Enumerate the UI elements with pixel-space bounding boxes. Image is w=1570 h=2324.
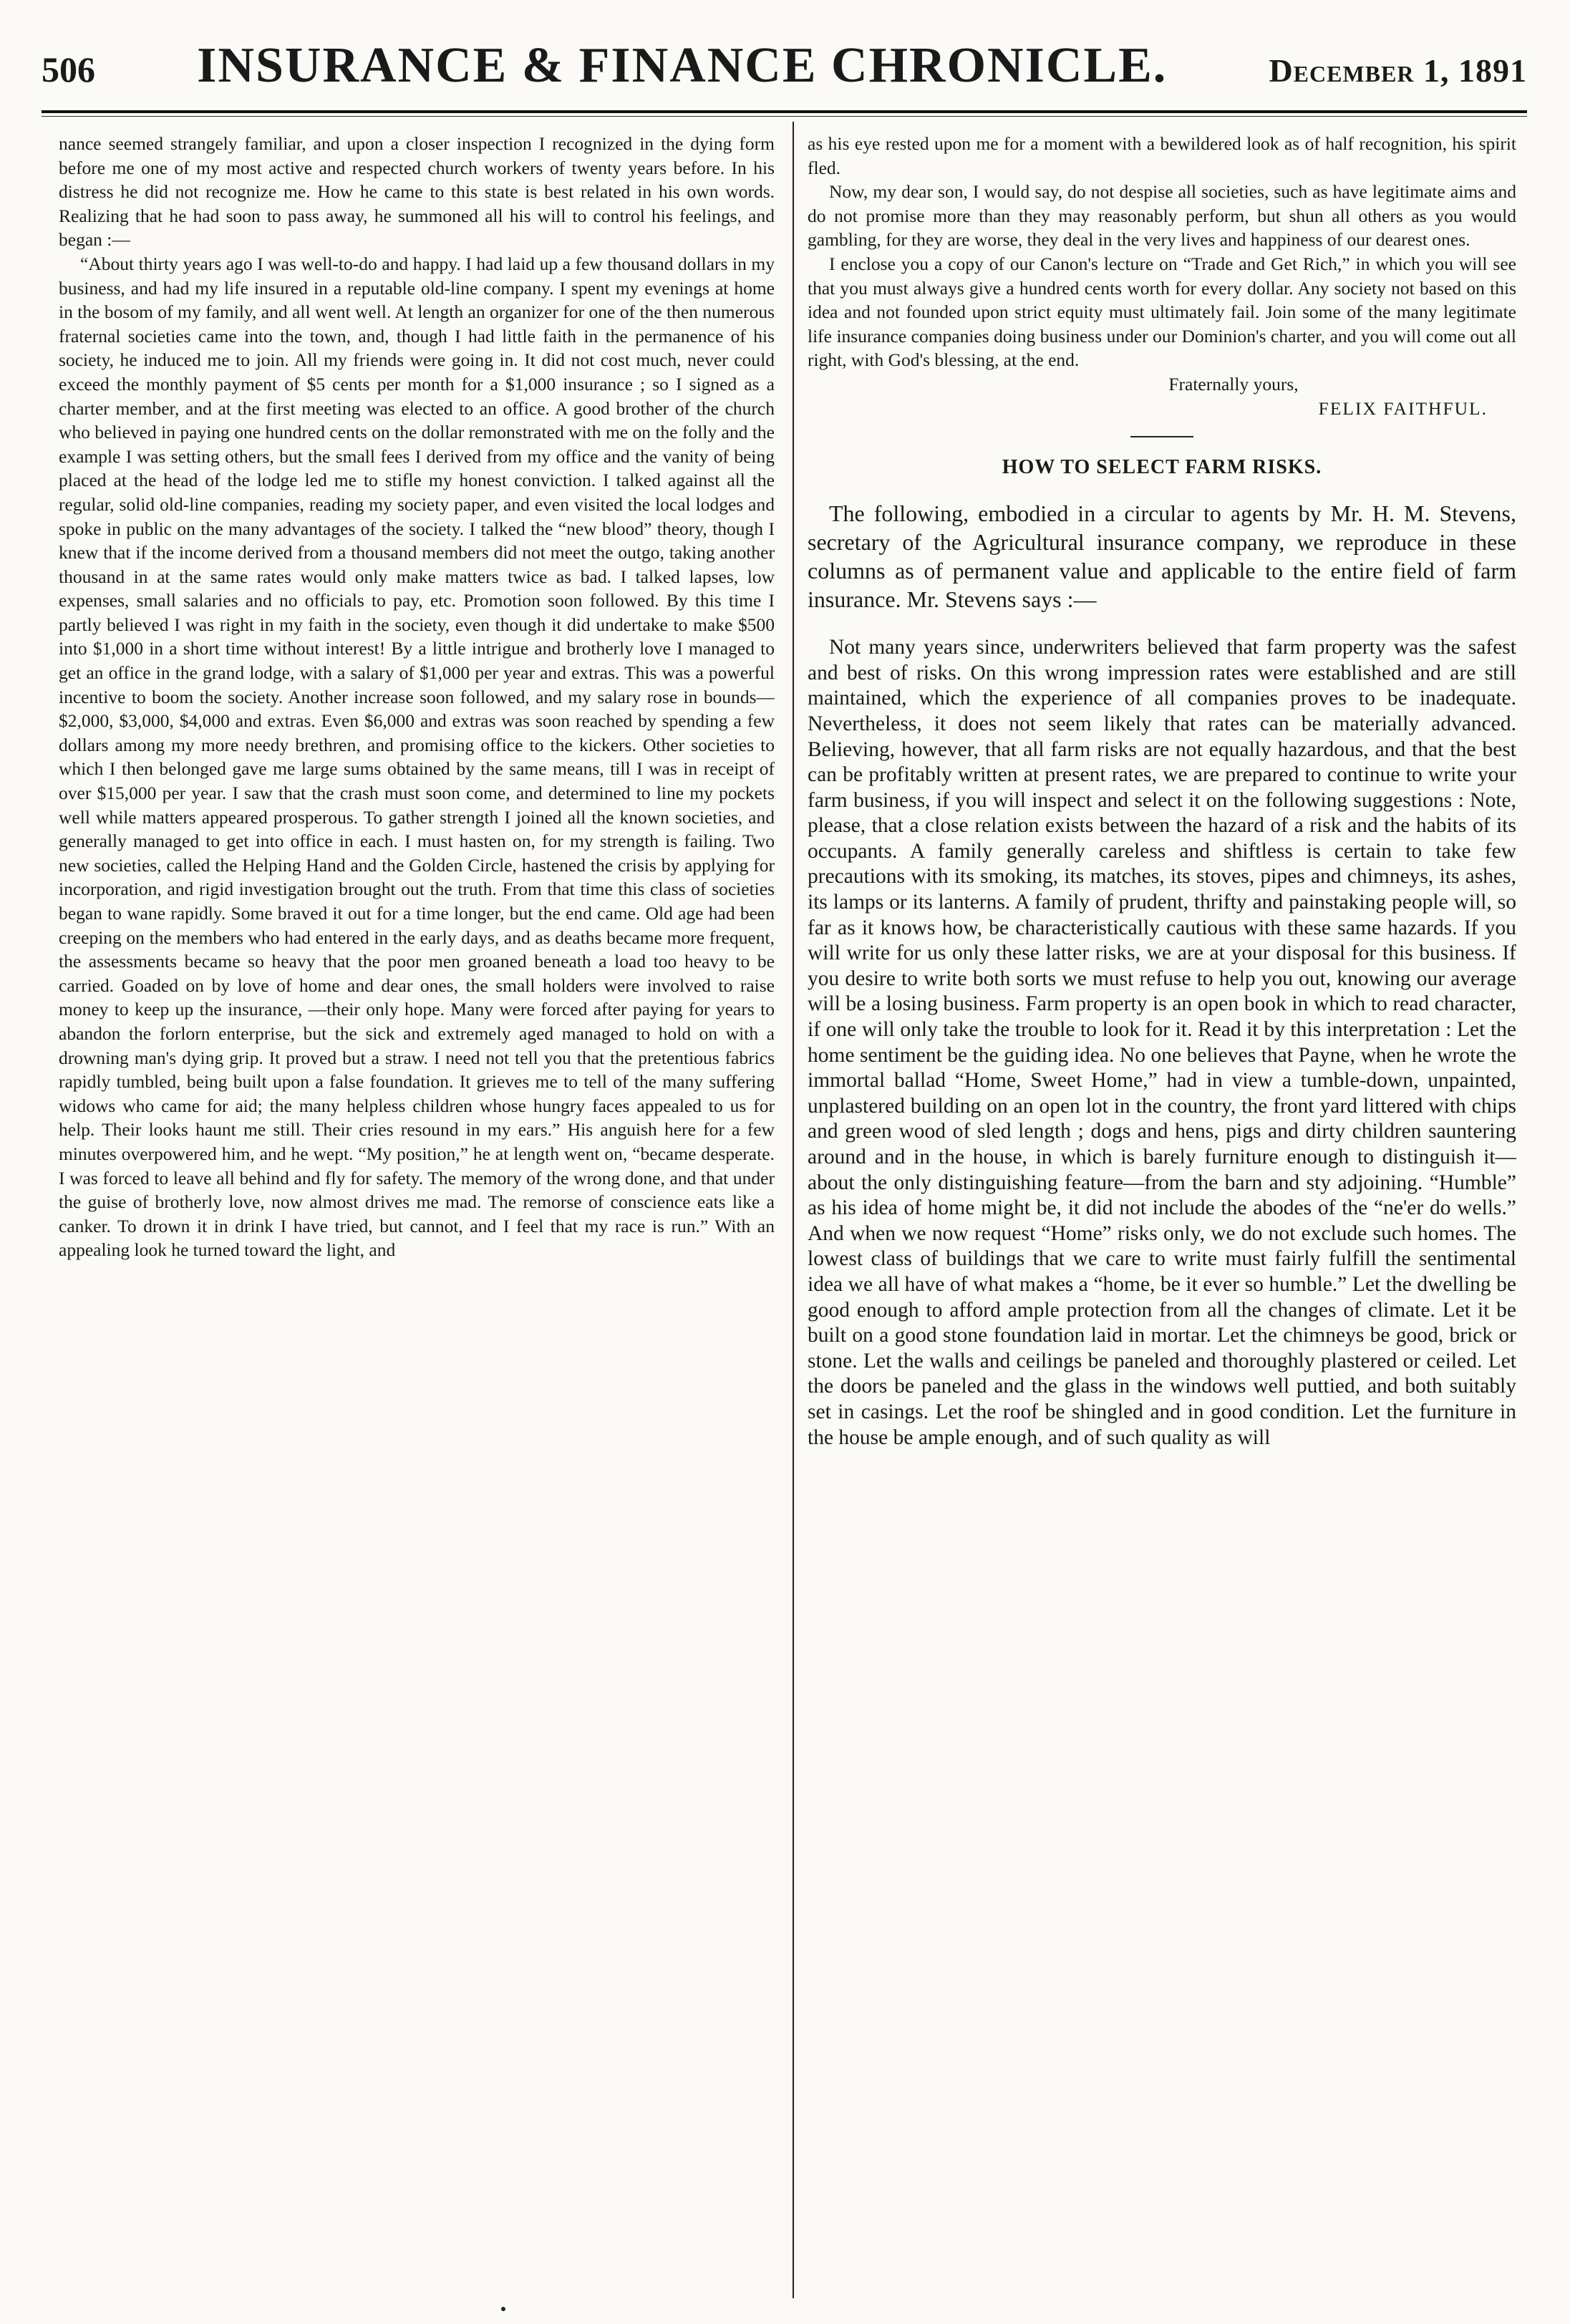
right-column <box>808 132 1516 2308</box>
left-paragraph: nance seemed strangely familiar, and upon a closer inspection I recognized in the dying form before me one of my most active and respected church workers of twenty years before. In his distress he did not recognize me. How he came to this state is best related in his own words. Realizing that he had soon to pass away, he summoned all his will to control his feelings, and began :— <box>59 133 775 251</box>
letter-paragraph: as his eye rested upon me for a moment with a bewildered look as of half recognition, his spirit fled. <box>808 133 1516 178</box>
article-intro: The following, embodied in a circular to agents by Mr. H. M. Stevens, secretary of the Agricultural insurance company, we reproduce in these columns as of permanent value and applicable to the entire field of farm insurance. Mr. Stevens says :— <box>808 500 1516 613</box>
left-paragraph: “About thirty years ago I was well-to-do and happy. I had laid up a few thousand dollars in my business, and had my life insured in a reputable old-line company. I spent my evenings at home in the bosom of my family, and all went well. At length an organizer for one of the then numerous fraternal societies came into the town, and, though I had little faith in the permanence of his society, he induced me to join. All my friends were going in. It did not cost much, never could exceed the monthly payment of $5 cents per month for a $1,000 insurance ; so I signed as a charter member, and at the first meeting was elected to an office. A good brother of the church who believed in paying one hundred cents on the dollar remonstrated with me on the folly and the example I was setting others, but the small fees I derived from my office and the vanity of being placed at the head of the lodge led me to stifle my honest conviction. I talked against all the regular, solid old-line companies, reading my society paper, and even visited the local lodges and spoke in public on the many advantages of the society. I talked the “new blood” theory, though I knew that if the income derived from a thousand members did not meet the outgo, taking another thousand in at the same rates would only make matters twice as bad. I talked lapses, low expenses, small salaries and no officials to pay, etc. Promotion soon followed. By this time I partly believed I was right in my faith in the society, even though it did undertake to make $500 into $1,000 in a short time without interest! By a little intrigue and brotherly love I managed to get an office in the grand lodge, with a salary of $1,000 per year and extras. This was a powerful incentive to boom the society. Another increase soon followed, and my salary rose in bounds—$2,000, $3,000, $4,000 and extras. Even $6,000 and extras was soon reached by spending a few dollars among my more needy brethren, and promising office to the kickers. Other societies to which I then belonged gave me large sums obtained by the same means, till I was in receipt of over $15,000 per year. I saw that the crash must soon come, and determined to line my pockets well while matters appeared prosperous. To gather strength I joined all the known societies, and generally managed to get into office in each. I must hasten on, for my strength is failing. Two new societies, called the Helping Hand and the Golden Circle, hastened the crisis by applying for incorporation, and rigid investigation brought out the truth. From that time this class of societies began to wane rapidly. Some braved it out for a time longer, but the end came. Old age had been creeping on the members who had entered in the early days, and as deaths became more frequent, the assessments became so heavy that the poor men groaned beneath a load too heavy to be carried. Goaded on by love of home and dear ones, the small holders were involved to raise money to keep up the insurance, —their only hope. Many were forced after paying for years to abandon the forlorn enterprise, but the sick and extremely aged managed to hold on with a drowning man's dying grip. It proved but a straw. I need not tell you that the pretentious fabrics rapidly tumbled, being built upon a false foundation. It grieves me to tell of the many suffering widows who came for aid; the many helpless children whose hungry faces appealed to us for help. Their looks haunt me still. Their cries resound in my ears.” His anguish here for a few minutes overpowered him, and he wept. “My position,” he at length went on, “became desperate. I was forced to leave all behind and fly for safety. The memory of the wrong done, and that under the guise of brotherly love, now almost drives me mad. The remorse of conscience eats like a canker. To drown it in drink I have tried, but cannot, and I feel that my race is run.” With an appealing look he turned toward the light, and <box>59 253 775 1261</box>
journal-title: INSURANCE & FINANCE CHRONICLE. <box>197 38 1168 93</box>
letter-paragraph: Now, my dear son, I would say, do not despise all societies, such as have legitimate aims and do not promise more than they may reasonably perform, but shun all others as you would gambling, for they are worse, they deal in the very lives and happiness of our dearest ones. <box>808 181 1516 251</box>
section-heading: HOW TO SELECT FARM RISKS. <box>1002 456 1322 479</box>
page-mark <box>501 2307 505 2311</box>
page-header <box>42 37 1527 103</box>
left-column <box>59 132 775 2308</box>
letter-signature: FELIX FAITHFUL. <box>1318 397 1488 419</box>
article-quoted-text: Not many years since, underwriters believed that farm property was the safest and best of risks. On this wrong impression rates were established and are still maintained, which the experience of all companies proves to be inadequate. Nevertheless, it does not seem likely that rates can be materially advanced. Believing, however, that all farm risks are not equally hazardous, and that the best can be profitably written at present rates, we are prepared to continue to write your farm business, if you will inspect and select it on the following suggestions : Note, please, that a close relation exists between the hazard of a risk and the habits of its occupants. A family generally careless and shiftless is certain to take few precautions with its smoking, its matches, its stoves, pipes and chimneys, its ashes, its lamps or its lanterns. A family of prudent, thrifty and painstaking people will, so far as it knows how, be characteristically cautious with these same hazards. If you will write for us only these latter risks, we are at your disposal for this business. If you desire to write both sorts we must refuse to help you out, knowing our average will be a losing business. Farm property is an open book in which to read character, if one will only take the trouble to look for it. Read it by this interpretation : Let the home sentiment be the guiding idea. No one believes that Payne, when he wrote the immortal ballad “Home, Sweet Home,” had in view a tumble-down, unpainted, unplastered building on an open lot in the country, the front yard littered with chips and green wood of sled length ; dogs and hens, pigs and dirty children sauntering around and in the house, in which is barely furniture enough to distinguish it—about the only distinguishing feature—from the barn and sty adjoining. “Humble” as his idea of home might be, it did not include the abodes of the “ne'er do wells.” And when we now request “Home” risks only, we do not exclude such homes. The lowest class of buildings that we care to write must fairly fulfill the sentimental idea we all have of what makes a “home, be it ever so humble.” Let the dwelling be good enough to afford ample protection from all the changes of climate. Let it be built on a good stone foundation laid in mortar. Let the chimneys be good, brick or stone. Let the walls and ceilings be paneled and thoroughly plastered or ceiled. Let the doors be paneled and the glass in the windows well puttied, and both suitably set in casings. Let the roof be shingled and in good condition. Let the furniture in the house be ample enough, and of such quality as will <box>808 636 1516 1449</box>
section-divider <box>1130 436 1193 437</box>
column-divider <box>793 122 794 2298</box>
letter-signoff: Fraternally yours, <box>1168 373 1299 394</box>
issue-date: December 1, 1891 <box>1269 52 1527 89</box>
page-number: 506 <box>42 49 95 89</box>
header-rule <box>42 110 1527 113</box>
letter-paragraph: I enclose you a copy of our Canon's lecture on “Trade and Get Rich,” in which you will see that you must always give a hundred cents worth for every dollar. Any society not based on this idea and not founded upon strict equity must ultimately fail. Join some of the many legitimate life insurance companies doing business under our Dominion's charter, and you will come out all right, with God's blessing, at the end. <box>808 253 1516 371</box>
header-rule-thin <box>42 116 1527 117</box>
